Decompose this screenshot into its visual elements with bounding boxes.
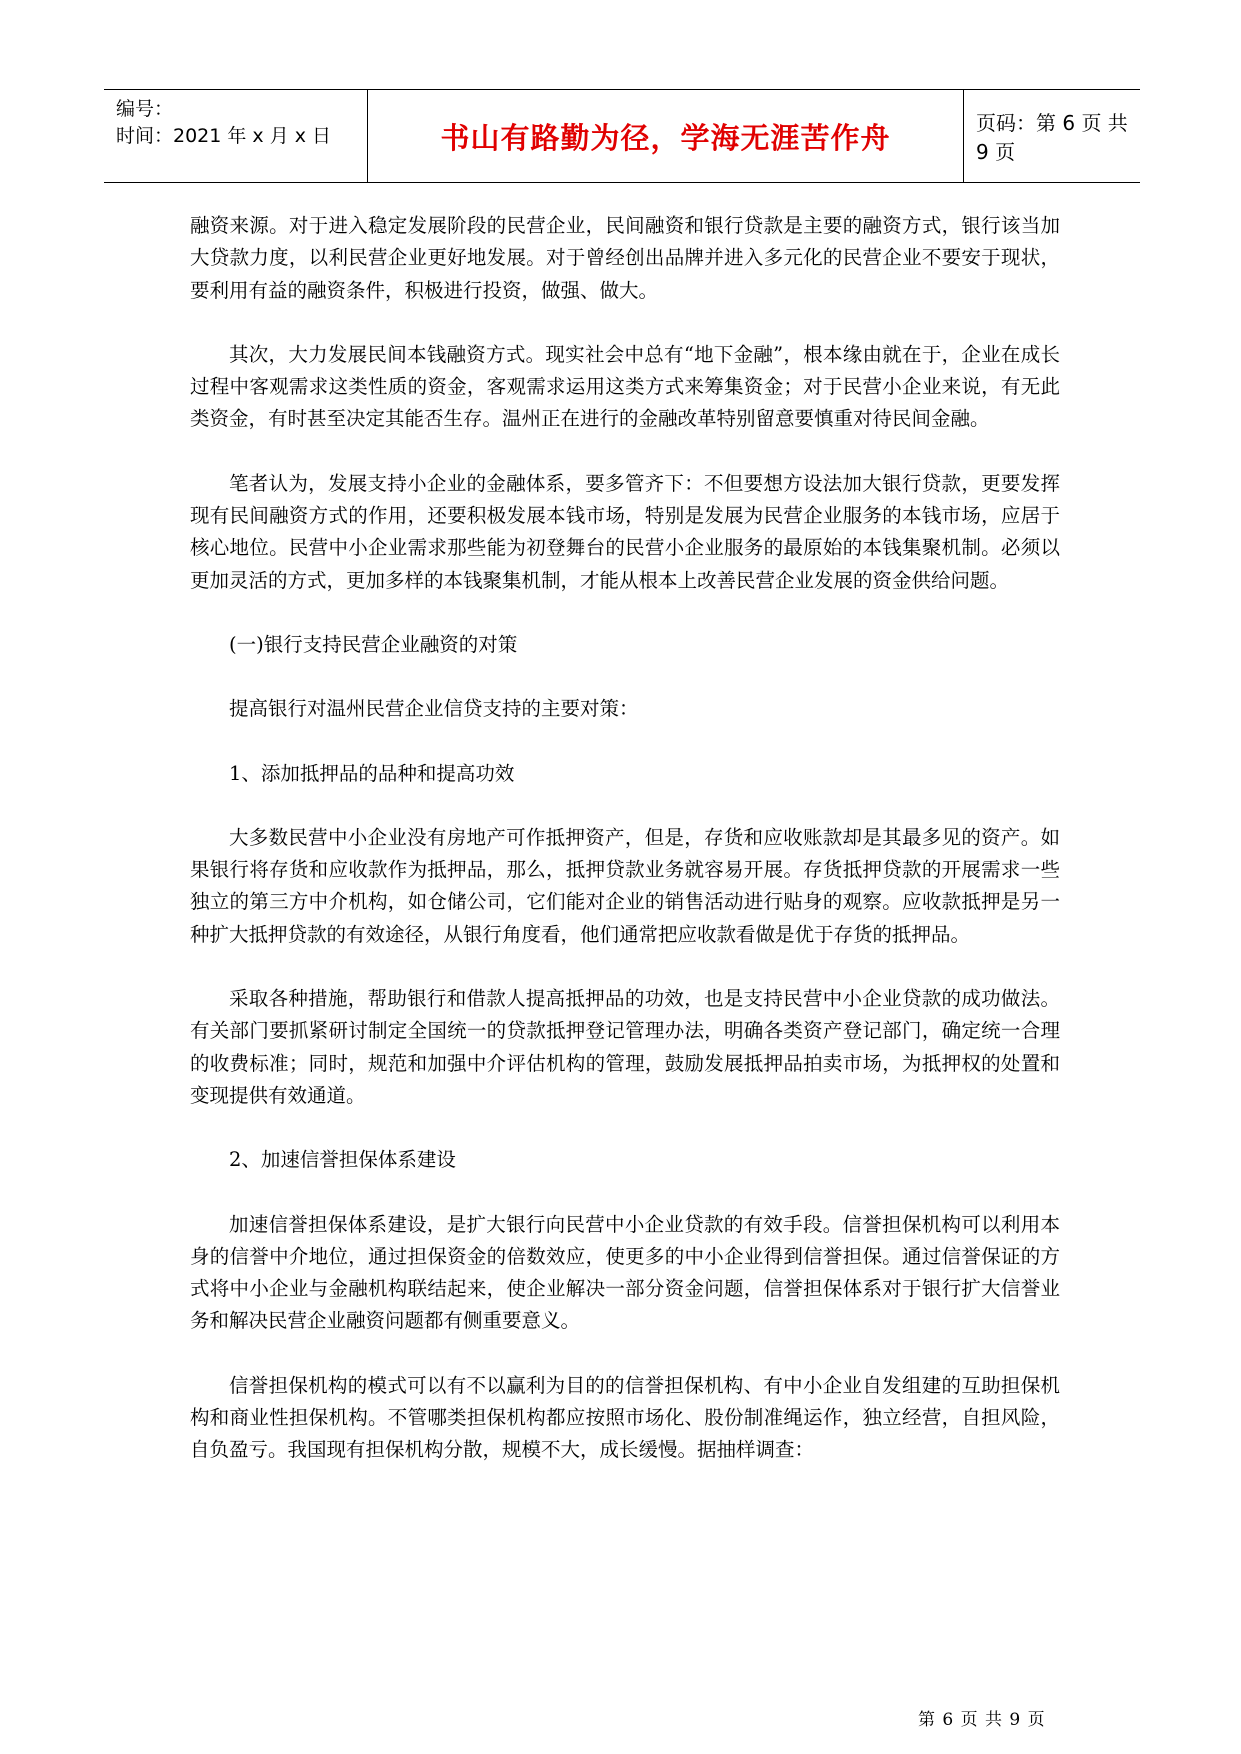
motto-text: 书山有路勤为径，学海无涯苦作舟 bbox=[440, 120, 891, 155]
paragraph: 信誉担保机构的模式可以有不以赢利为目的的信誉担保机构、有中小企业自发组建的互助担保机构和商业性担保机构。不管哪类担保机构都应按照市场化、股份制准绳运作，独立经营，自担风险，自负盈亏。我国现有担保机构分散，规模不大，成长缓慢。据抽样调查： bbox=[190, 1373, 1060, 1462]
number-label: 编号： bbox=[116, 98, 174, 120]
paragraph: 大多数民营中小企业没有房地产可作抵押资产，但是，存货和应收账款却是其最多见的资产。如果银行将存货和应收款作为抵押品，那么，抵押贷款业务就容易开展。存货抵押贷款的开展需求一些独立的第三方中介机构，如仓储公司，它们能对企业的销售活动进行贴身的观察。应收款抵押是另一种扩大抵押贷款的有效途径，从银行角度看，他们通常把应收款看做是优于存货的抵押品。 bbox=[190, 825, 1060, 946]
header-meta bbox=[104, 90, 368, 182]
paragraph: 笔者认为，发展支持小企业的金融体系，要多管齐下：不但要想方设法加大银行贷款，更要发挥现有民间融资方式的作用，还要积极发展本钱市场，特别是发展为民营企业服务的本钱市场，应居于核心地位。民营中小企业需求那些能为初登舞台的民营小企业服务的最原始的本钱集聚机制。必须以更加灵活的方式，更加多样的本钱聚集机制，才能从根本上改善民营企业发展的资金供给问题。 bbox=[190, 471, 1060, 592]
document-body bbox=[190, 210, 1060, 1499]
paragraph: 其次，大力发展民间本钱融资方式。现实社会中总有“地下金融”，根本缘由就在于，企业在成长过程中客观需求这类性质的资金，客观需求运用这类方式来筹集资金；对于民营小企业来说，有无此类资金，有时甚至决定其能否生存。温州正在进行的金融改革特别留意要慎重对待民间金融。 bbox=[190, 342, 1060, 431]
page-footer: 第 6 页 共 9 页 bbox=[918, 1710, 1046, 1730]
section-heading: (一)银行支持民营企业融资的对策 bbox=[229, 632, 518, 656]
subsection-heading: 2、加速信誉担保体系建设 bbox=[229, 1148, 456, 1172]
header-page bbox=[964, 90, 1140, 182]
paragraph: 采取各种措施，帮助银行和借款人提高抵押品的功效，也是支持民营中小企业贷款的成功做法。有关部门要抓紧研讨制定全国统一的贷款抵押登记管理办法，明确各类资产登记部门，确定统一合理的收费标准；同时，规范和加强中介评估机构的管理，鼓励发展抵押品拍卖市场，为抵押权的处置和变现提供有效通道。 bbox=[190, 987, 1060, 1107]
paragraph: 提高银行对温州民营企业信贷支持的主要对策： bbox=[229, 697, 639, 721]
header-motto bbox=[368, 90, 964, 182]
subsection-heading: 1、添加抵押品的品种和提高功效 bbox=[229, 761, 515, 785]
page-header bbox=[104, 89, 1140, 183]
time-label: 时间：2021 年 x 月 x 日 bbox=[116, 125, 332, 147]
paragraph: 融资来源。对于进入稳定发展阶段的民营企业，民间融资和银行贷款是主要的融资方式，银行该当加大贷款力度，以利民营企业更好地发展。对于曾经创出品牌并进入多元化的民营企业不要安于现状，要利用有益的融资条件，积极进行投资，做强、做大。 bbox=[190, 214, 1060, 302]
paragraph: 加速信誉担保体系建设，是扩大银行向民营中小企业贷款的有效手段。信誉担保机构可以利用本身的信誉中介地位，通过担保资金的倍数效应，使更多的中小企业得到信誉担保。通过信誉保证的方式将中小企业与金融机构联结起来，使企业解决一部分资金问题，信誉担保体系对于银行扩大信誉业务和解决民营企业融资问题都有侧重要意义。 bbox=[190, 1212, 1060, 1333]
page-label: 页码：第 6 页 共 9 页 bbox=[976, 111, 1128, 164]
